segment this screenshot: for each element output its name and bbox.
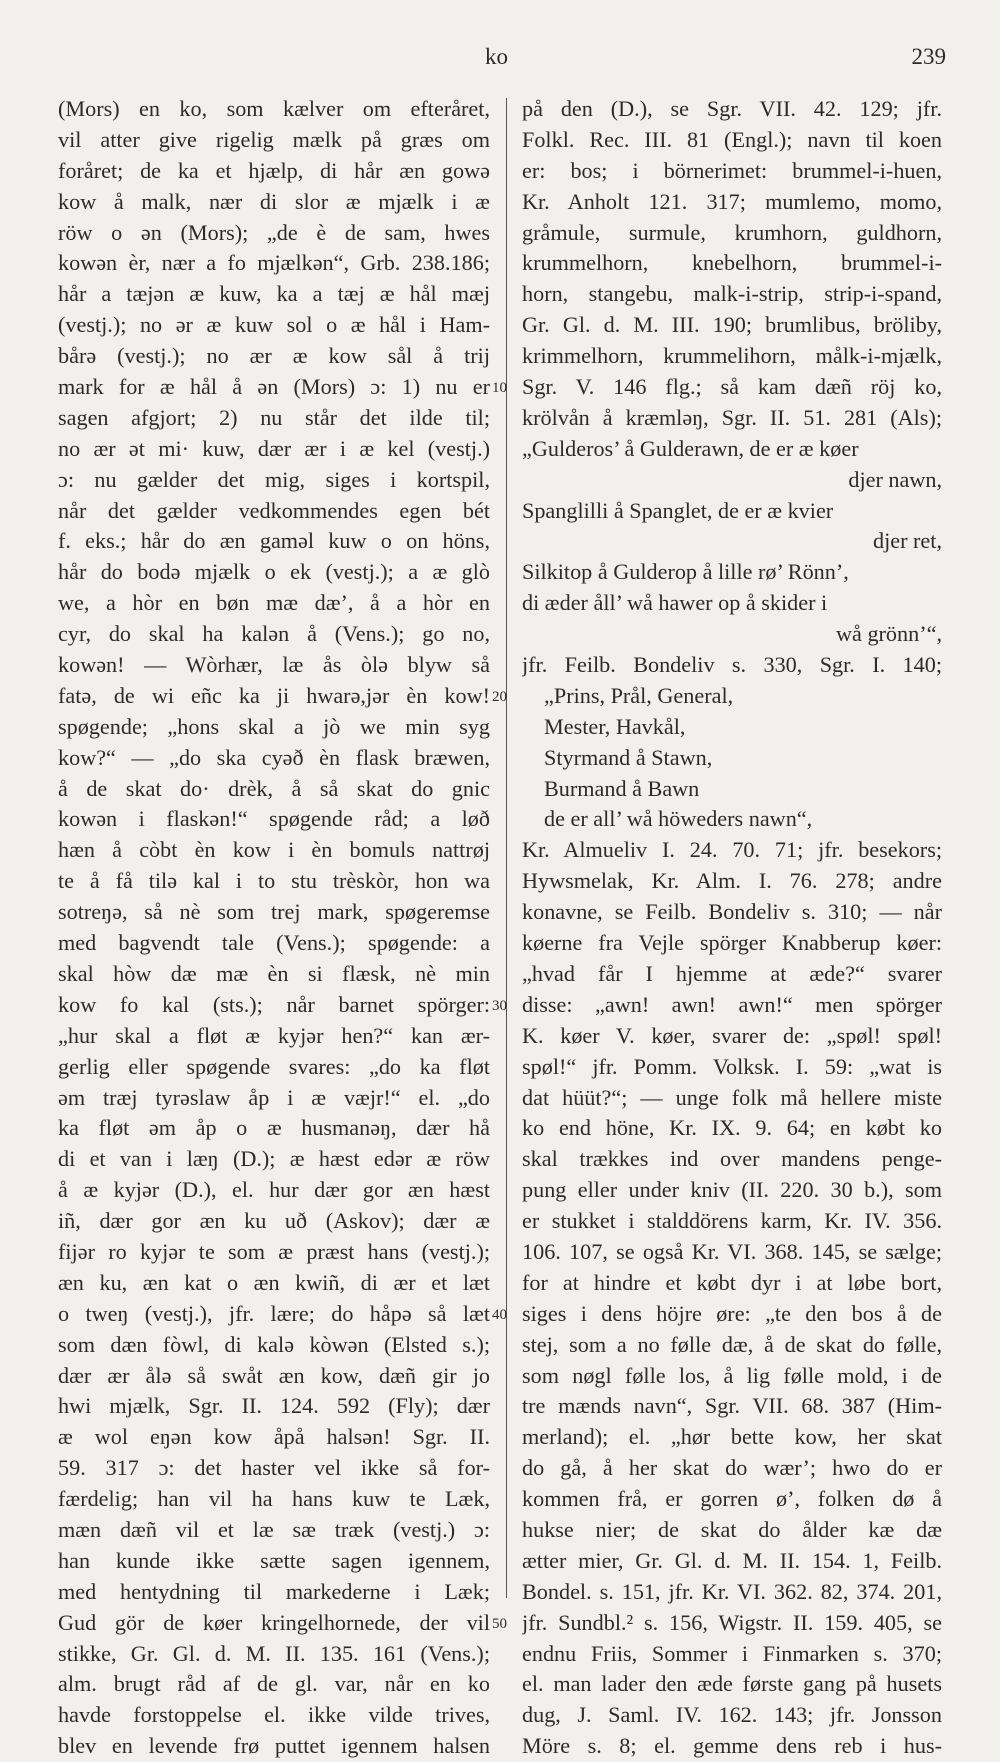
text-line: di æder åll’ wå hawer op å skider i	[522, 590, 828, 616]
text-line: Styrmand å Stawn,	[544, 744, 713, 770]
text-line: pung eller under kniv (II. 220. 30 b.), som	[522, 1177, 942, 1203]
text-line: kowən i flaskən!“ spøgende råd; a løð	[58, 806, 490, 832]
text-line: cyr, do skal ha kalən å (Vens.); go no,	[58, 621, 490, 647]
text-line: Kr. Almueliv I. 24. 70. 71; jfr. besekors;	[522, 837, 942, 863]
text-line: „Prins, Prål, General,	[544, 682, 734, 708]
text-line: djer nawn,	[848, 466, 942, 492]
text-line: krölvån å kræmləŋ, Sgr. II. 51. 281 (Als);	[522, 404, 942, 430]
text-line: te å få tilə kal i to stu trèskòr, hon wa	[58, 868, 490, 894]
text-line: K. køer V. køer, svarer de: „spøl! spøl!	[522, 1022, 942, 1048]
text-line: foråret; de ka et hjælp, di hår æn gowə	[58, 157, 490, 183]
text-line: sotreŋə, så nè som trej mark, spøgeremse	[58, 899, 490, 925]
text-line: skal hòw dæ mæ èn si flæsk, nè min	[58, 960, 490, 986]
text-line: 59. 317 ɔ: det haster vel ikke så for-	[58, 1455, 490, 1481]
text-line: ko end höne, Kr. IX. 9. 64; en købt ko	[522, 1115, 942, 1141]
text-line: o tweŋ (vestj.), jfr. lære; do håpə så læt	[58, 1300, 490, 1326]
text-line: bårə (vestj.); no ær æ kow sål å trij	[58, 343, 490, 369]
text-line: kow?“ — „do ska cyəð èn flask bræwen,	[58, 744, 490, 770]
text-line: we, a hòr en bøn mæ dæ’, å a hòr en	[58, 590, 490, 616]
text-line: Folkl. Rec. III. 81 (Engl.); navn til koen	[522, 126, 942, 152]
line-number: 30	[492, 998, 507, 1015]
line-number: 20	[492, 689, 507, 706]
text-line: merland); el. „hør bette kow, her skat	[522, 1424, 942, 1450]
text-line: dug, J. Saml. IV. 162. 143; jfr. Jonsson	[522, 1702, 942, 1728]
text-line: sagen afgjort; 2) nu står det ilde til;	[58, 404, 490, 430]
text-line: jfr. Feilb. Bondeliv s. 330, Sgr. I. 140;	[522, 652, 942, 678]
text-line: Sgr. V. 146 flg.; så kam dæñ röj ko,	[522, 374, 942, 400]
text-line: stej, som a no følle dæ, å de skat do følle,	[522, 1331, 942, 1357]
text-line: skal trækkes ind over mandens penge-	[522, 1146, 942, 1172]
text-line: for at hindre et købt dyr i at løbe bort,	[522, 1269, 942, 1295]
text-line: dat hüüt?“; — unge folk må hellere miste	[522, 1084, 942, 1110]
line-number: 50	[492, 1616, 507, 1633]
text-line: iñ, dær gor æn ku uð (Askov); dær æ	[58, 1208, 490, 1234]
text-line: Burmand å Bawn	[544, 775, 700, 801]
text-line: æ wol eŋən kow åpå halsən! Sgr. II.	[58, 1424, 490, 1450]
text-line: f. eks.; hår do æn gaməl kuw o on höns,	[58, 528, 490, 554]
text-line: kow å malk, nær di slor æ mjælk i æ	[58, 188, 490, 214]
text-line: mark for æ hål å ən (Mors) ɔ: 1) nu er	[58, 374, 490, 400]
text-line: havde forstoppelse el. ikke vilde trives,	[58, 1702, 490, 1728]
text-line: di et van i læŋ (D.); æ hæst edər æ röw	[58, 1146, 490, 1172]
text-line: på den (D.), se Sgr. VII. 42. 129; jfr.	[522, 96, 942, 121]
text-line: Spanglilli å Spanglet, de er æ kvier	[522, 497, 834, 523]
text-line: horn, stangebu, malk-i-strip, strip-i-spand,	[522, 281, 942, 307]
text-line: æn ku, æn kat o æn kwiñ, di ær et læt	[58, 1269, 490, 1295]
text-line: de er all’ wå höweders nawn“,	[544, 806, 813, 832]
page-number: 239	[911, 44, 946, 69]
text-line: stikke, Gr. Gl. d. M. II. 135. 161 (Vens.);	[58, 1640, 490, 1666]
text-line: gerlig eller spøgende svares: „do ka fløt	[58, 1053, 490, 1079]
text-line: hæn å còbt èn kow i èn bomuls nattrøj	[58, 837, 490, 863]
text-line: (Mors) en ko, som kælver om efteråret,	[58, 96, 490, 121]
text-line: Bondel. s. 151, jfr. Kr. VI. 362. 82, 374. 201,	[522, 1578, 942, 1604]
text-line: ka fløt əm åp o æ husmanəŋ, dær hå	[58, 1115, 490, 1141]
text-line: „Gulderos’ å Gulderawn, de er æ køer	[522, 435, 859, 461]
text-line: hukse nier; de skat do ålder kæ dæ	[522, 1516, 942, 1542]
text-line: əm træj tyrəslaw åp i æ væjr!“ el. „do	[58, 1084, 490, 1110]
text-line: ætter mier, Gr. Gl. d. M. II. 154. 1, Feilb.	[522, 1547, 942, 1573]
text-line: „hur skal a fløt æ kyjər hen?“ kan ær-	[58, 1022, 490, 1048]
text-line: do gå, å her skat do wær’; hwo do er	[522, 1455, 942, 1481]
text-line: endnu Friis, Sommer i Finmarken s. 370;	[522, 1640, 942, 1666]
text-line: jfr. Sundbl.² s. 156, Wigstr. II. 159. 405, se	[522, 1609, 942, 1635]
text-line: kowən! — Wòrhær, læ ås òlə blyw så	[58, 652, 490, 678]
column-divider	[506, 98, 507, 1598]
text-line: fijər ro kyjər te som æ præst hans (vestj.);	[58, 1238, 490, 1264]
line-number: 10	[492, 380, 507, 397]
text-line: „hvad får I hjemme at æde?“ svarer	[522, 960, 942, 986]
text-line: er stukket i stalddörens karm, Kr. IV. 356.	[522, 1208, 942, 1234]
text-line: færdelig; han vil ha hans kuw te Læk,	[58, 1486, 490, 1512]
text-line: å de skat do· drèk, å så skat do gnic	[58, 775, 490, 801]
text-line: hår a tæjən æ kuw, ka a tæj æ hål mæj	[58, 281, 490, 307]
text-line: kowən èr, nær a fo mjælkən“, Grb. 238.186;	[58, 250, 490, 276]
text-line: dær ær ålə så swåt æn kow, dæñ gir jo	[58, 1362, 490, 1388]
text-line: Möre s. 8; el. gemme dens reb i hus-	[522, 1733, 942, 1759]
text-line: wå grönn’“,	[836, 621, 942, 647]
text-line: kow fo kal (sts.); når barnet spörger:	[58, 991, 490, 1017]
running-head-word: ko	[485, 44, 508, 69]
text-line: spøgende; „hons skal a jò we min syg	[58, 713, 490, 739]
text-line: hår do bodə mjælk o ek (vestj.); a æ glò	[58, 559, 490, 585]
right-column	[522, 94, 942, 1762]
text-line: gråmule, surmule, krumhorn, guldhorn,	[522, 219, 942, 245]
text-line: konavne, se Feilb. Bondeliv s. 310; — når	[522, 899, 942, 925]
text-line: hwi mjælk, Sgr. II. 124. 592 (Fly); dær	[58, 1393, 490, 1419]
text-line: spøl!“ jfr. Pomm. Volksk. I. 59: „wat is	[522, 1053, 942, 1079]
page-header	[0, 44, 1000, 74]
line-number: 40	[492, 1307, 507, 1324]
text-line: Hywsmelak, Kr. Alm. I. 76. 278; andre	[522, 868, 942, 894]
text-line: Kr. Anholt 121. 317; mumlemo, momo,	[522, 188, 942, 214]
text-line: som dæn fòwl, di kalə kòwən (Elsted s.);	[58, 1331, 490, 1357]
text-line: alm. brugt råd af de gl. var, når en ko	[58, 1671, 490, 1697]
text-line: Gr. Gl. d. M. III. 190; brumlibus, bröliby,	[522, 312, 942, 338]
text-line: han kunde ikke sætte sagen igennem,	[58, 1547, 490, 1573]
text-line: med bagvendt tale (Vens.); spøgende: a	[58, 930, 490, 956]
text-line: blev en levende frø puttet igennem halsen	[58, 1733, 490, 1759]
left-column	[58, 94, 490, 1762]
text-line: som nøgl følle los, å lig følle mold, i de	[522, 1362, 942, 1388]
text-line: djer ret,	[873, 528, 942, 554]
text-line: køerne fra Vejle spörger Knabberup køer:	[522, 930, 942, 956]
text-line: el. man lader den æde første gang på husets	[522, 1671, 942, 1697]
text-line: å æ kyjər (D.), el. hur dær gor æn hæst	[58, 1177, 490, 1203]
text-line: er: bos; i börnerimet: brummel-i-huen,	[522, 157, 942, 183]
text-line: disse: „awn! awn! awn!“ men spörger	[522, 991, 942, 1017]
text-line: (vestj.); no ər æ kuw sol o æ hål i Ham-	[58, 312, 490, 338]
text-line: med hentydning til markederne i Læk;	[58, 1578, 490, 1604]
text-line: fatə, de wi eñc ka ji hwarə,jər èn kow!	[58, 682, 490, 708]
text-line: vil atter give rigelig mælk på græs om	[58, 126, 490, 152]
text-line: kommen frå, er gorren ø’, folken dø å	[522, 1486, 942, 1512]
text-line: krimmelhorn, krummelihorn, målk-i-mjælk,	[522, 343, 942, 369]
text-line: krummelhorn, knebelhorn, brummel-i-	[522, 250, 942, 276]
text-line: mæn dæñ vil et læ sæ træk (vestj.) ɔ:	[58, 1516, 490, 1542]
text-line: no ær ət mi· kuw, dær ær i æ kel (vestj.)	[58, 435, 490, 461]
text-line: Mester, Havkål,	[544, 713, 686, 739]
text-line: röw o ən (Mors); „de è de sam, hwes	[58, 219, 490, 245]
text-line: tre mænds navn“, Sgr. VII. 68. 387 (Him-	[522, 1393, 942, 1419]
text-line: Silkitop å Gulderop å lille rø’ Rönn’,	[522, 559, 849, 585]
text-line: Gud gör de køer kringelhornede, der vil	[58, 1609, 490, 1635]
text-line: når det gælder vedkommendes egen bét	[58, 497, 490, 523]
text-line: 106. 107, se også Kr. VI. 368. 145, se sælge;	[522, 1238, 942, 1264]
text-line: siges i dens höjre øre: „te den bos å de	[522, 1300, 942, 1326]
text-line: ɔ: nu gælder det mig, siges i kortspil,	[58, 466, 490, 492]
